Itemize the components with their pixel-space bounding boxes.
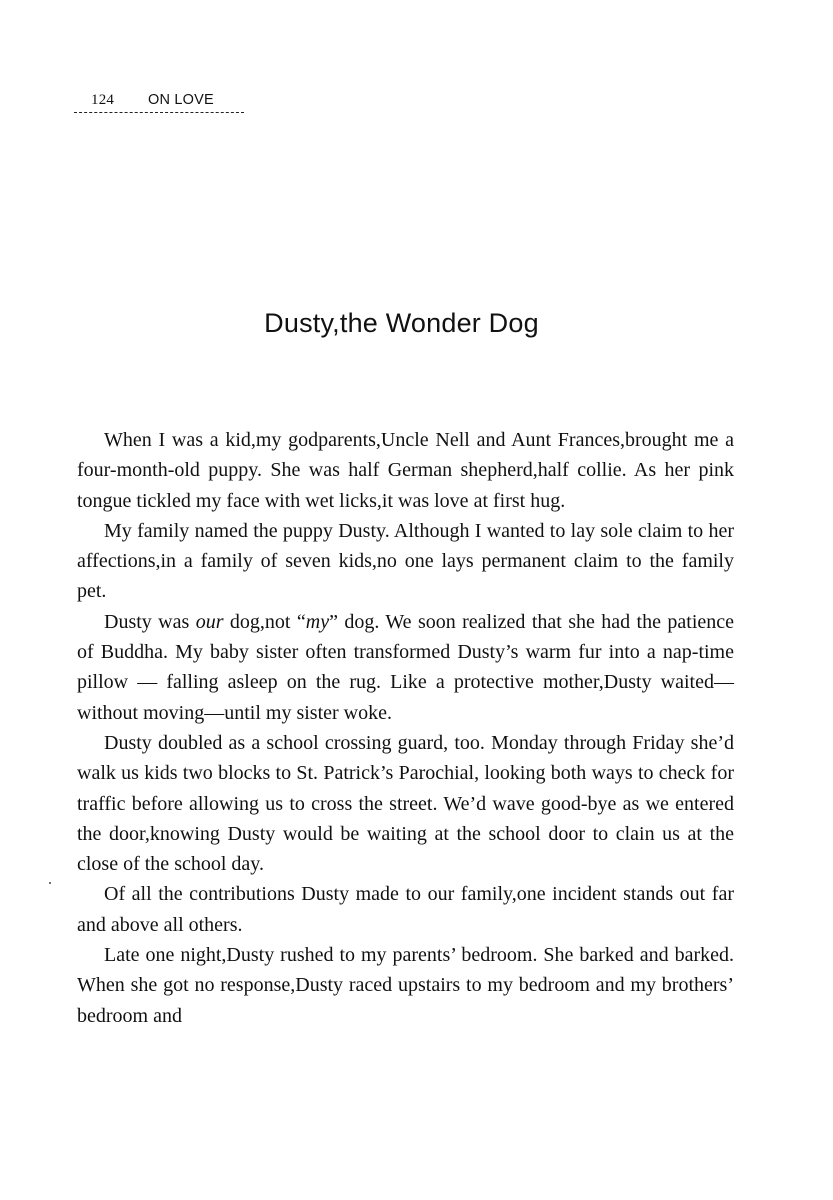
paragraph: My family named the puppy Dusty. Although I wanted to lay sole claim to her affections,in a family of seven kids,no one lays permanent claim to the family pet. (77, 519, 734, 603)
section-name: ON LOVE (148, 92, 214, 108)
italic-text: my (305, 610, 330, 633)
body-text (77, 425, 734, 1031)
scan-speck (49, 882, 51, 884)
paragraph (77, 607, 734, 728)
paragraph: When I was a kid,my godparents,Uncle Nell and Aunt Frances,brought me a four-month-old puppy. She was half German shepherd,half collie. As her pink tongue tickled my face with wet licks,it was love at first hug. (77, 429, 734, 512)
paragraph-text: ” dog. We soon realized that she had the patience of Buddha. My baby sister often transformed Dusty’s warm fur into a nap-time pillow — falling asleep on the rug. Like a protective mother,Dusty waited—without moving—until my sister woke. (77, 610, 735, 724)
italic-text: our (195, 610, 224, 633)
chapter-title: Dusty,the Wonder Dog (264, 308, 539, 338)
paragraph: Late one night,Dusty rushed to my parents’ bedroom. She barked and barked. When she got no response,Dusty raced upstairs to my bedroom and my brothers’ bedroom and (77, 944, 734, 1027)
paragraph-text: Dusty was (104, 610, 196, 633)
page-number: 124 (91, 92, 115, 108)
running-header (74, 90, 244, 113)
paragraph-text: dog,not “ (223, 610, 306, 633)
paragraph: Dusty doubled as a school crossing guard, too. Monday through Friday she’d walk us kids two blocks to St. Patrick’s Parochial, looking both ways to check for traffic before allowing us to cross the street. We’d wave good-bye as we entered the door,knowing Dusty would be waiting at the school door to clain us at the close of the school day. (77, 731, 734, 876)
paragraph: Of all the contributions Dusty made to our family,one incident stands out far and above all others. (77, 883, 734, 936)
